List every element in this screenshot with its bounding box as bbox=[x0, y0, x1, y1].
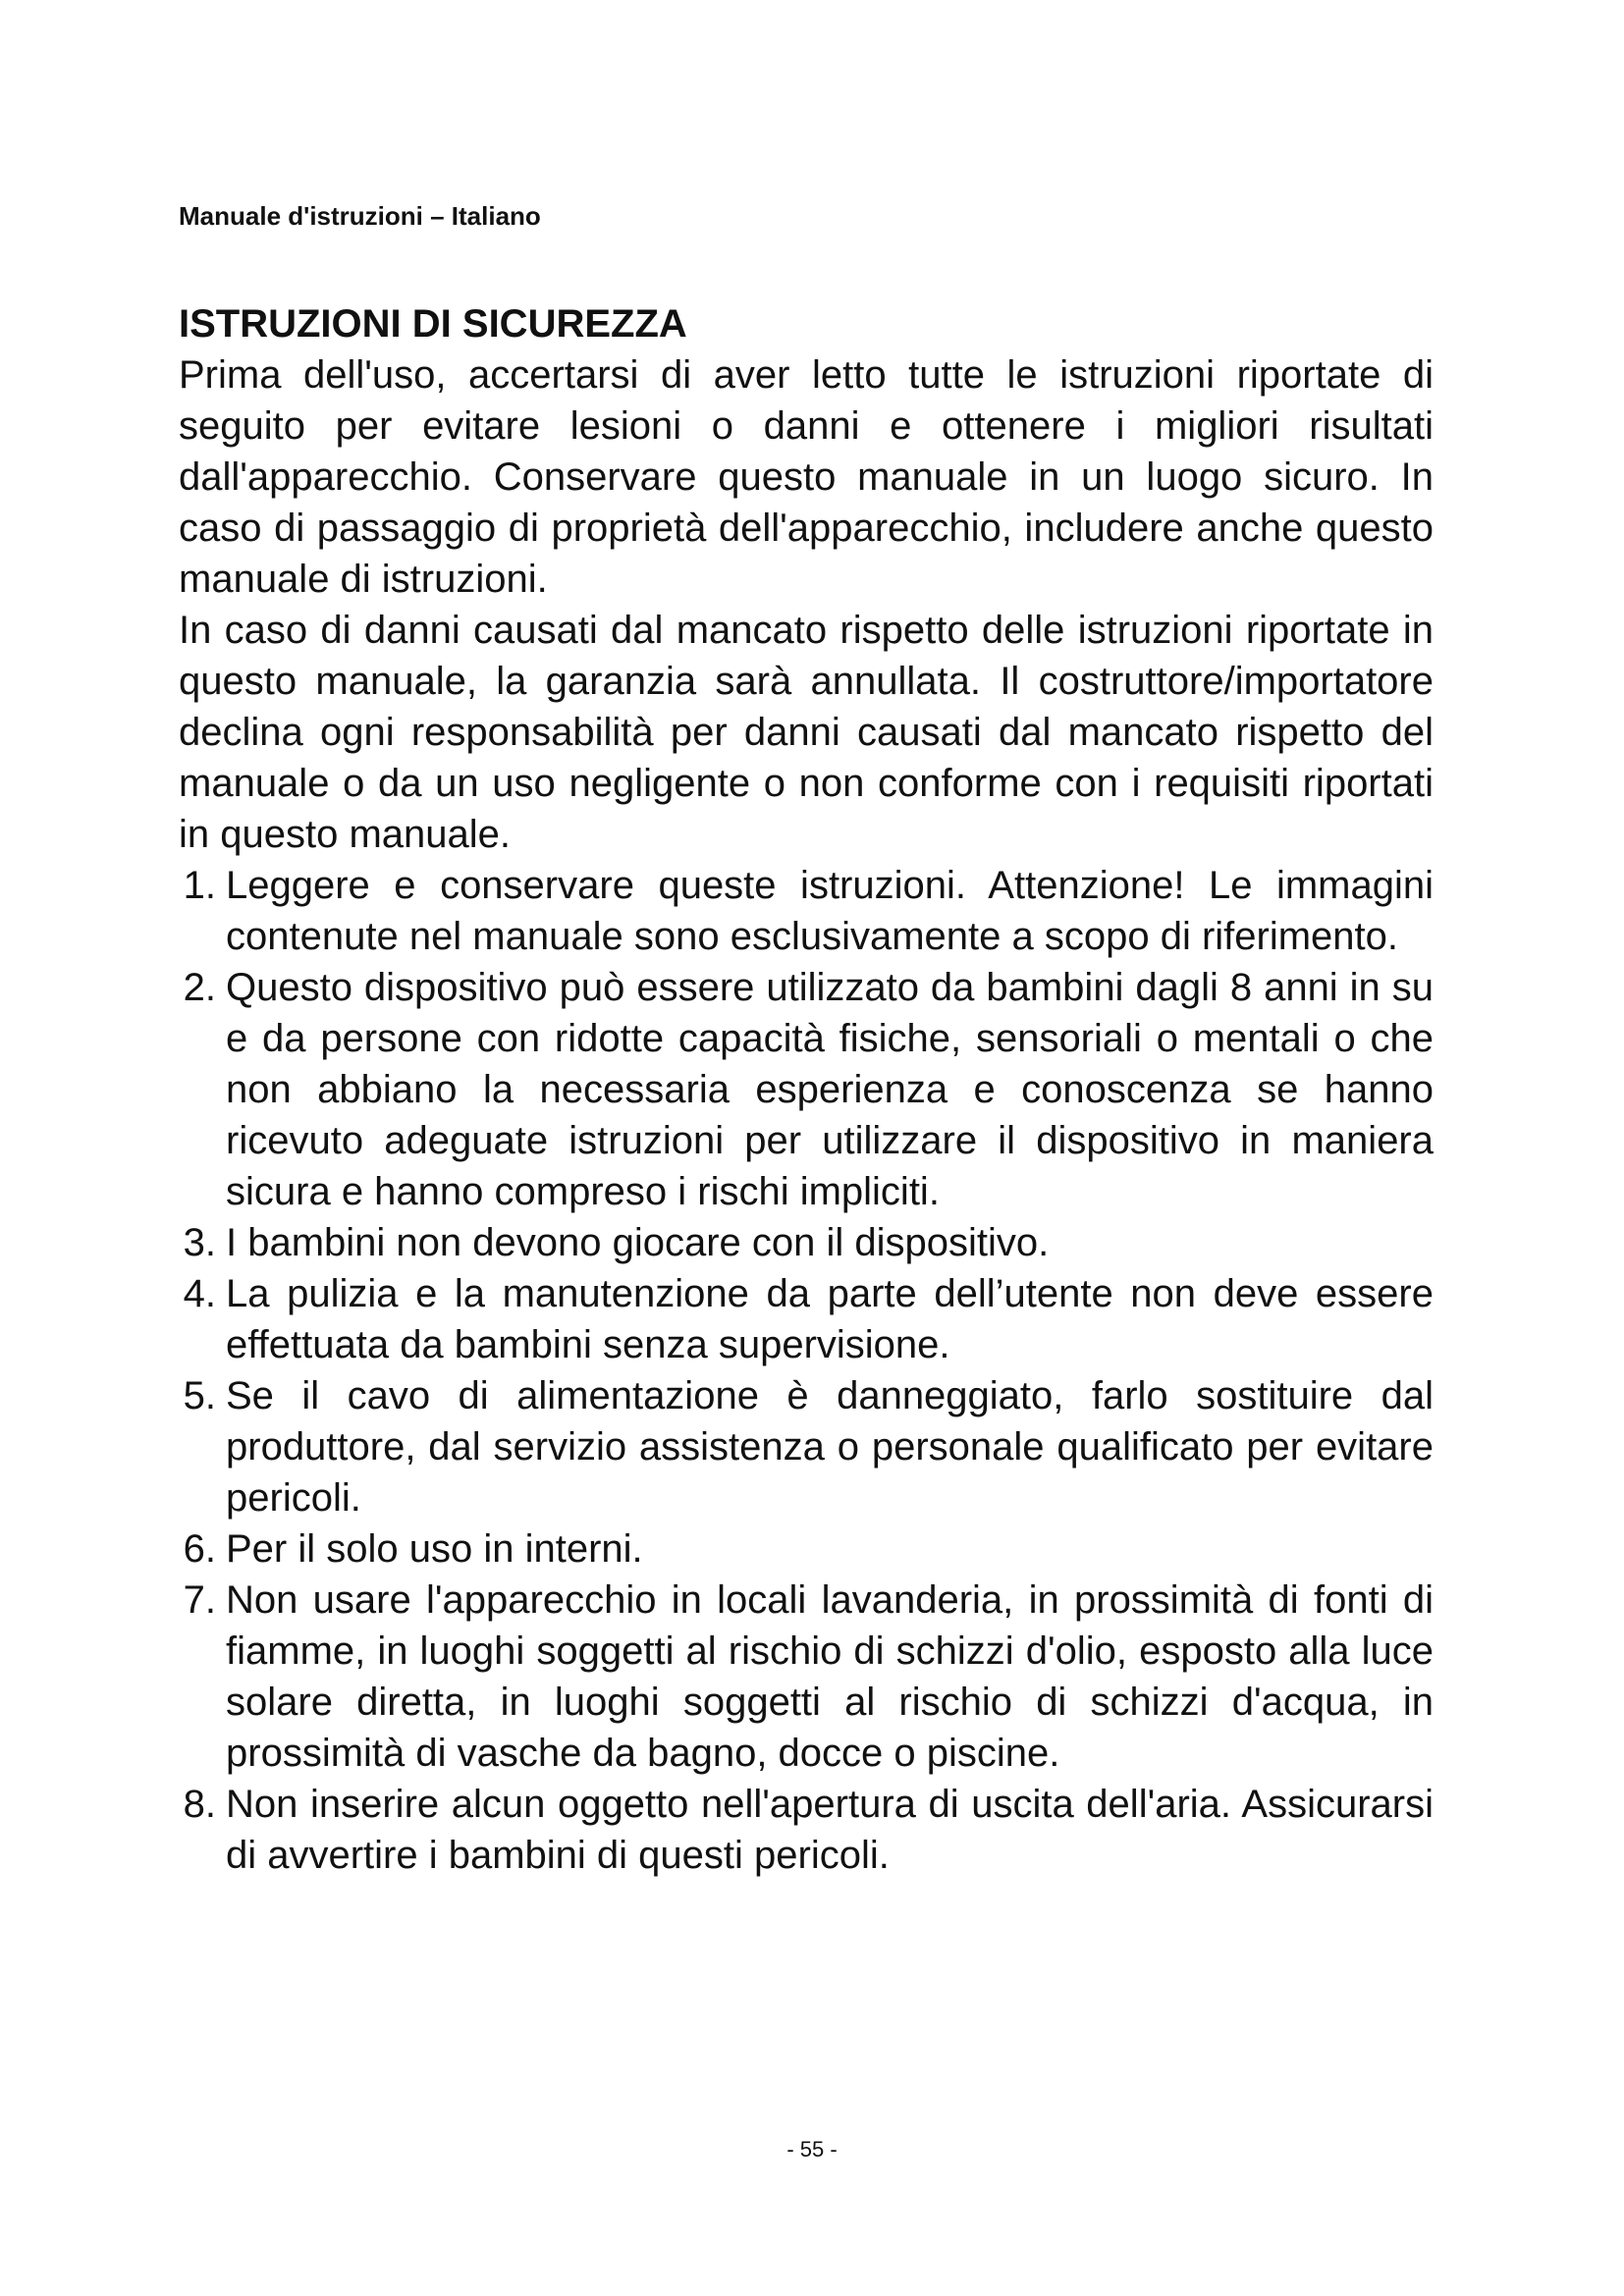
list-item-number: 8. bbox=[183, 1783, 216, 1826]
list-item-number: 7. bbox=[183, 1578, 216, 1622]
list-item-number: 3. bbox=[183, 1221, 216, 1264]
list-item-number: 6. bbox=[183, 1527, 216, 1571]
list-item bbox=[179, 1523, 1434, 1575]
list-item-text: Questo dispositivo può essere utilizzato da bambini dagli 8 anni in su e da persone con ridotte capacità fisiche, sensoriali o mentali o che non abbiano la necessaria esperienza e conoscenza se hanno ricevuto adeguate istruzioni per utilizzare il dispositivo in maniera sicura e hanno compreso i rischi impliciti. bbox=[226, 966, 1434, 1213]
list-item-number: 2. bbox=[183, 966, 216, 1009]
list-item bbox=[179, 1370, 1434, 1523]
list-item-text: La pulizia e la manutenzione da parte dell’utente non deve essere effettuata da bambini senza supervisione. bbox=[226, 1272, 1434, 1366]
page-number: - 55 - bbox=[786, 2137, 838, 2162]
list-item-text: I bambini non devono giocare con il dispositivo. bbox=[226, 1221, 1050, 1264]
list-item-text: Per il solo uso in interni. bbox=[226, 1527, 643, 1571]
intro-paragraph: Prima dell'uso, accertarsi di aver letto tutte le istruzioni riportate di seguito per evitare lesioni o danni e ottenere i migliori risultati dall'apparecchio. Conservare questo manuale in un luogo sicuro. In caso di passaggio di proprietà dell'apparecchio, includere anche questo manuale di istruzioni. bbox=[179, 353, 1434, 601]
list-item-number: 5. bbox=[183, 1374, 216, 1417]
running-header: Manuale d'istruzioni – Italiano bbox=[179, 201, 541, 231]
list-item-number: 1. bbox=[183, 864, 216, 907]
list-item bbox=[179, 1268, 1434, 1370]
list-item bbox=[179, 1217, 1434, 1268]
list-item-text: Non inserire alcun oggetto nell'apertura di uscita dell'aria. Assicurarsi di avvertire i bambini di questi pericoli. bbox=[226, 1783, 1434, 1877]
list-item bbox=[179, 860, 1434, 962]
list-item-text: Se il cavo di alimentazione è danneggiato, farlo sostituire dal produttore, dal servizio assistenza o personale qualificato per evitare pericoli. bbox=[226, 1374, 1434, 1520]
list-item bbox=[179, 1575, 1434, 1779]
list-item bbox=[179, 1779, 1434, 1881]
list-item-text: Non usare l'apparecchio in locali lavanderia, in prossimità di fonti di fiamme, in luoghi soggetti al rischio di schizzi d'olio, esposto alla luce solare diretta, in luoghi soggetti al rischio di schizzi d'acqua, in prossimità di vasche da bagno, docce o piscine. bbox=[226, 1578, 1434, 1775]
list-item-number: 4. bbox=[183, 1272, 216, 1315]
safety-section bbox=[179, 298, 1434, 1881]
list-item bbox=[179, 962, 1434, 1217]
list-item-text: Leggere e conservare queste istruzioni. Attenzione! Le immagini contenute nel manuale sono esclusivamente a scopo di riferimento. bbox=[226, 864, 1434, 958]
safety-instructions-list bbox=[179, 860, 1434, 1881]
section-title: ISTRUZIONI DI SICUREZZA bbox=[179, 302, 687, 346]
warranty-paragraph: In caso di danni causati dal mancato rispetto delle istruzioni riportate in questo manuale, la garanzia sarà annullata. Il costruttore/importatore declina ogni responsabilità per danni causati dal mancato rispetto del manuale o da un uso negligente o non conforme con i requisiti riportati in questo manuale. bbox=[179, 609, 1434, 856]
